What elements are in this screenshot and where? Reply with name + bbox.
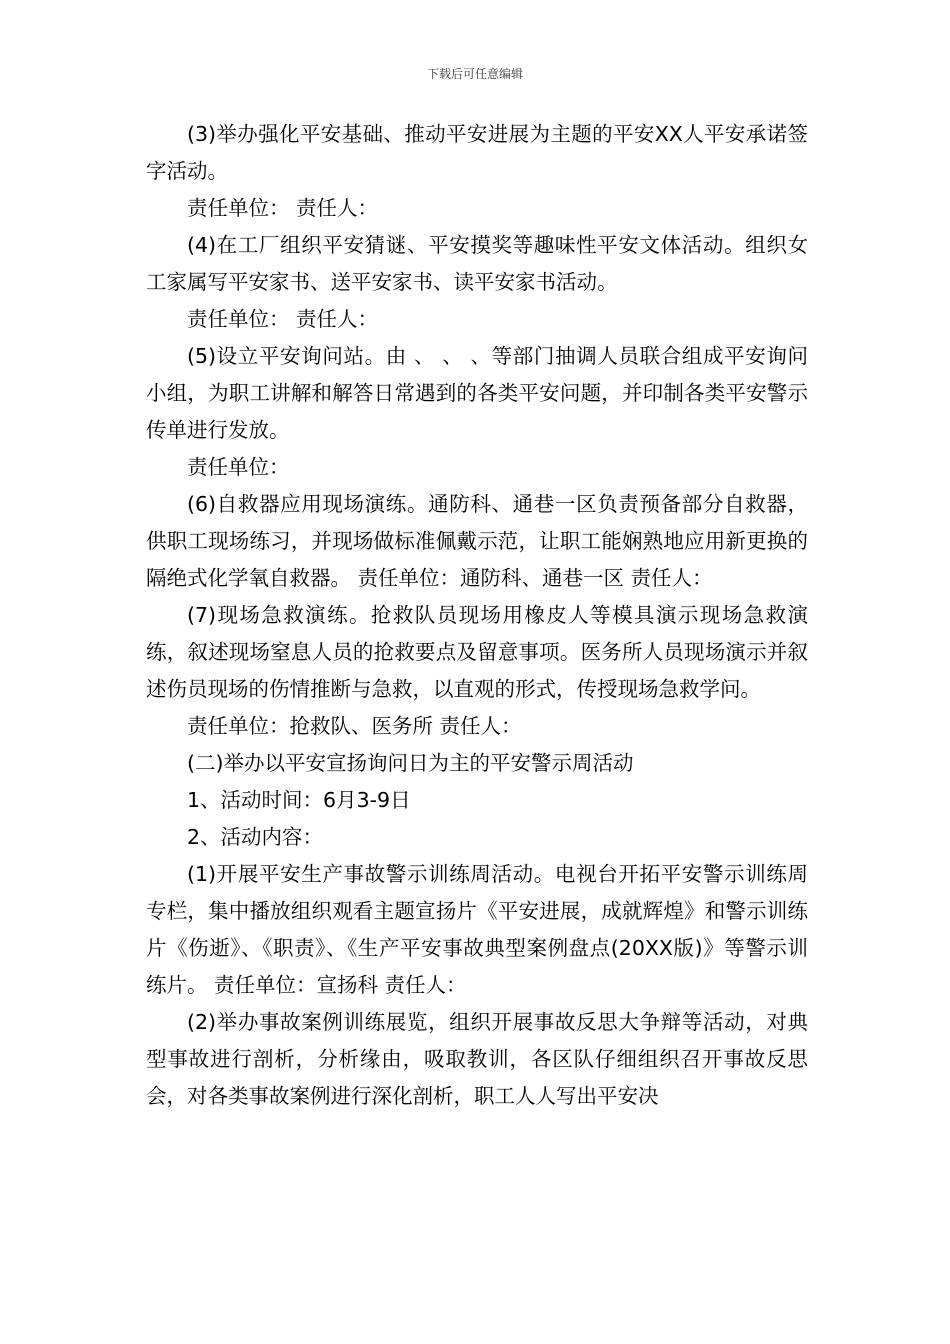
paragraph-item-4: (4)在工厂组织平安猜谜、平安摸奖等趣味性平安文体活动。组织女工家属写平安家书、送平安家书、读平安家书活动。 xyxy=(146,233,808,294)
paragraph-item-3: (3)举办强化平安基础、推动平安进展为主题的平安XX人平安承诺签字活动。 xyxy=(146,122,808,183)
page-header: 下载后可任意编辑 xyxy=(426,67,523,81)
section-heading: (二)举办以平安宣扬询问日为主的平安警示周活动 xyxy=(187,751,634,775)
document-body xyxy=(146,116,808,1115)
paragraph-item-5: (5)设立平安询问站。由 、 、 、等部门抽调人员联合组成平安询问小组，为职工讲解和解答日常遇到的各类平安问题，并印制各类平安警示传单进行发放。 xyxy=(146,344,808,442)
paragraph-item-1: (1)开展平安生产事故警示训练周活动。电视台开拓平安警示训练周专栏，集中播放组织观看主题宣扬片《平安进展，成就辉煌》和警示训练片《伤逝》、《职责》、《生产平安事故典型案例盘点(20XX版)》等警示训练片。 责任单位：宣扬科 责任人： xyxy=(146,862,808,997)
responsibility-line: 责任单位： xyxy=(187,455,290,479)
responsibility-line: 责任单位：抢救队、医务所 责任人： xyxy=(187,714,522,738)
responsibility-line: 责任单位： 责任人： xyxy=(187,307,379,331)
activity-time: 1、活动时间：6月3-9日 xyxy=(187,788,411,812)
paragraph-item-7: (7)现场急救演练。抢救队员现场用橡皮人等模具演示现场急救演练，叙述现场窒息人员的抢救要点及留意事项。医务所人员现场演示并叙述伤员现场的伤情推断与急救，以直观的形式，传授现场急救学问。 xyxy=(146,603,808,701)
paragraph-item-2: (2)举办事故案例训练展览，组织开展事故反思大争辩等活动，对典型事故进行剖析，分析缘由，吸取教训，各区队仔细组织召开事故反思会，对各类事故案例进行深化剖析，职工人人写出平安决 xyxy=(146,1010,808,1108)
responsibility-line: 责任单位： 责任人： xyxy=(187,196,379,220)
paragraph-item-6: (6)自救器应用现场演练。通防科、通巷一区负责预备部分自救器，供职工现场练习，并现场做标准佩戴示范，让职工能娴熟地应用新更换的隔绝式化学氧自救器。 责任单位：通防科、通巷一区 责任人： xyxy=(146,492,808,590)
activity-content-heading: 2、活动内容： xyxy=(187,825,324,849)
